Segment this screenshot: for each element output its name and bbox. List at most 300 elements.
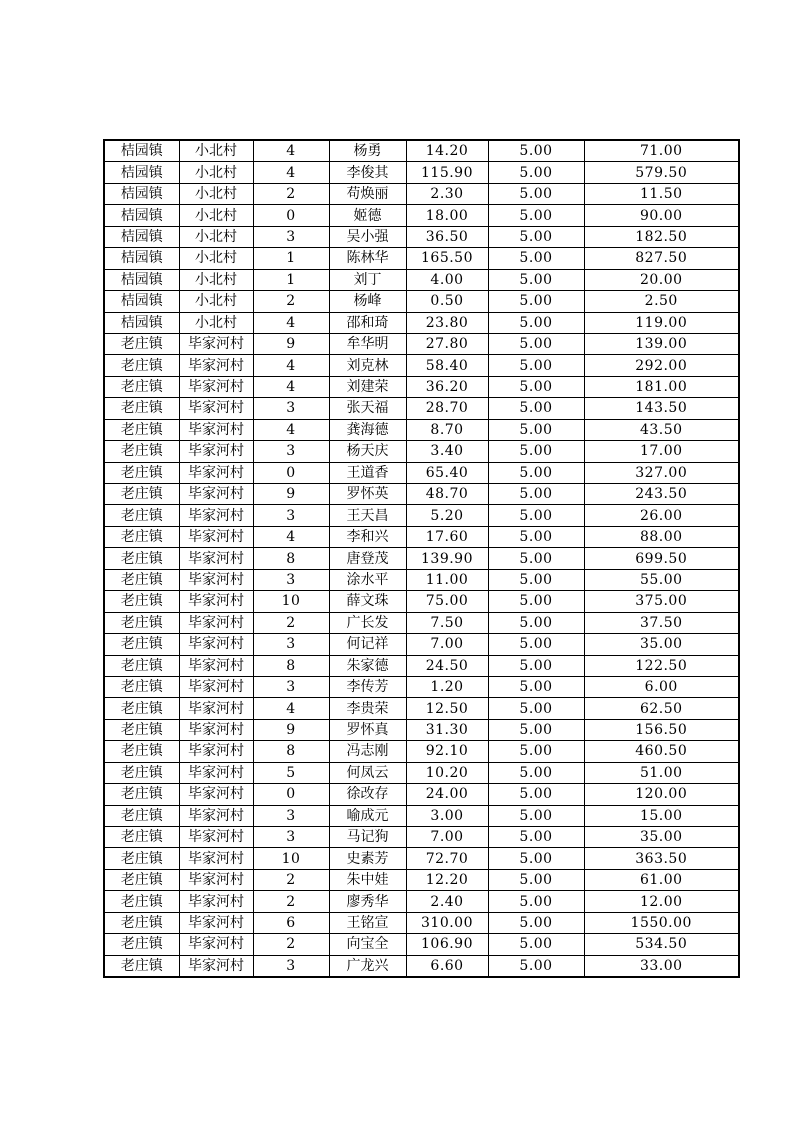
cell-name: 广龙兴 bbox=[329, 955, 406, 977]
table-row bbox=[104, 484, 739, 505]
table-row bbox=[104, 183, 739, 204]
cell-unit-price: 5.00 bbox=[488, 162, 584, 183]
cell-unit-price: 5.00 bbox=[488, 805, 584, 826]
cell-quantity: 24.50 bbox=[406, 655, 488, 676]
cell-amount: 1550.00 bbox=[584, 912, 739, 933]
cell-name: 杨天庆 bbox=[329, 441, 406, 462]
table-row bbox=[104, 162, 739, 183]
cell-unit-price: 5.00 bbox=[488, 634, 584, 655]
cell-unit-price: 5.00 bbox=[488, 398, 584, 419]
cell-town: 老庄镇 bbox=[104, 784, 179, 805]
cell-name: 王天昌 bbox=[329, 505, 406, 526]
cell-amount: 15.00 bbox=[584, 805, 739, 826]
cell-town: 桔园镇 bbox=[104, 205, 179, 226]
cell-quantity: 11.00 bbox=[406, 569, 488, 590]
cell-amount: 33.00 bbox=[584, 955, 739, 977]
cell-unit-price: 5.00 bbox=[488, 183, 584, 204]
table-row bbox=[104, 398, 739, 419]
table-row bbox=[104, 634, 739, 655]
table-row bbox=[104, 140, 739, 162]
cell-name: 刘丁 bbox=[329, 269, 406, 290]
cell-village: 毕家河村 bbox=[179, 655, 253, 676]
cell-town: 老庄镇 bbox=[104, 912, 179, 933]
cell-quantity: 31.30 bbox=[406, 719, 488, 740]
cell-village: 小北村 bbox=[179, 183, 253, 204]
cell-count: 0 bbox=[253, 462, 329, 483]
table-row bbox=[104, 612, 739, 633]
table-row bbox=[104, 548, 739, 569]
cell-name: 李贵荣 bbox=[329, 698, 406, 719]
cell-town: 桔园镇 bbox=[104, 140, 179, 162]
cell-quantity: 3.40 bbox=[406, 441, 488, 462]
cell-quantity: 24.00 bbox=[406, 784, 488, 805]
cell-amount: 139.00 bbox=[584, 333, 739, 354]
cell-name: 杨勇 bbox=[329, 140, 406, 162]
cell-village: 毕家河村 bbox=[179, 869, 253, 890]
payment-table-container bbox=[103, 139, 738, 978]
table-row bbox=[104, 698, 739, 719]
table-row bbox=[104, 869, 739, 890]
cell-count: 6 bbox=[253, 912, 329, 933]
cell-village: 小北村 bbox=[179, 248, 253, 269]
cell-count: 2 bbox=[253, 869, 329, 890]
cell-quantity: 58.40 bbox=[406, 355, 488, 376]
cell-town: 桔园镇 bbox=[104, 162, 179, 183]
cell-count: 2 bbox=[253, 934, 329, 955]
cell-quantity: 27.80 bbox=[406, 333, 488, 354]
cell-name: 喻成元 bbox=[329, 805, 406, 826]
cell-amount: 61.00 bbox=[584, 869, 739, 890]
cell-amount: 699.50 bbox=[584, 548, 739, 569]
cell-quantity: 14.20 bbox=[406, 140, 488, 162]
table-row bbox=[104, 355, 739, 376]
cell-unit-price: 5.00 bbox=[488, 140, 584, 162]
cell-town: 老庄镇 bbox=[104, 376, 179, 397]
cell-village: 毕家河村 bbox=[179, 526, 253, 547]
cell-name: 史素芳 bbox=[329, 848, 406, 869]
cell-village: 毕家河村 bbox=[179, 333, 253, 354]
table-row bbox=[104, 719, 739, 740]
cell-name: 刘克林 bbox=[329, 355, 406, 376]
cell-count: 3 bbox=[253, 955, 329, 977]
cell-town: 老庄镇 bbox=[104, 505, 179, 526]
cell-count: 0 bbox=[253, 784, 329, 805]
cell-count: 4 bbox=[253, 376, 329, 397]
cell-unit-price: 5.00 bbox=[488, 912, 584, 933]
cell-village: 毕家河村 bbox=[179, 891, 253, 912]
cell-unit-price: 5.00 bbox=[488, 312, 584, 333]
cell-quantity: 2.30 bbox=[406, 183, 488, 204]
cell-amount: 35.00 bbox=[584, 827, 739, 848]
cell-name: 苟焕丽 bbox=[329, 183, 406, 204]
cell-amount: 182.50 bbox=[584, 226, 739, 247]
cell-unit-price: 5.00 bbox=[488, 891, 584, 912]
table-row bbox=[104, 827, 739, 848]
cell-town: 老庄镇 bbox=[104, 848, 179, 869]
cell-amount: 11.50 bbox=[584, 183, 739, 204]
cell-count: 1 bbox=[253, 248, 329, 269]
cell-unit-price: 5.00 bbox=[488, 591, 584, 612]
cell-town: 老庄镇 bbox=[104, 548, 179, 569]
cell-amount: 156.50 bbox=[584, 719, 739, 740]
table-row bbox=[104, 912, 739, 933]
cell-quantity: 65.40 bbox=[406, 462, 488, 483]
table-row bbox=[104, 805, 739, 826]
cell-amount: 460.50 bbox=[584, 741, 739, 762]
cell-village: 毕家河村 bbox=[179, 419, 253, 440]
table-row bbox=[104, 655, 739, 676]
cell-village: 毕家河村 bbox=[179, 805, 253, 826]
cell-name: 徐改存 bbox=[329, 784, 406, 805]
cell-quantity: 92.10 bbox=[406, 741, 488, 762]
cell-unit-price: 5.00 bbox=[488, 569, 584, 590]
cell-quantity: 75.00 bbox=[406, 591, 488, 612]
cell-town: 老庄镇 bbox=[104, 655, 179, 676]
table-row bbox=[104, 955, 739, 977]
cell-count: 4 bbox=[253, 140, 329, 162]
cell-count: 3 bbox=[253, 441, 329, 462]
cell-town: 老庄镇 bbox=[104, 827, 179, 848]
cell-town: 老庄镇 bbox=[104, 805, 179, 826]
cell-unit-price: 5.00 bbox=[488, 655, 584, 676]
cell-village: 小北村 bbox=[179, 205, 253, 226]
table-row bbox=[104, 248, 739, 269]
cell-village: 小北村 bbox=[179, 312, 253, 333]
cell-count: 2 bbox=[253, 612, 329, 633]
cell-unit-price: 5.00 bbox=[488, 526, 584, 547]
cell-village: 毕家河村 bbox=[179, 848, 253, 869]
cell-amount: 71.00 bbox=[584, 140, 739, 162]
cell-unit-price: 5.00 bbox=[488, 205, 584, 226]
table-row bbox=[104, 312, 739, 333]
cell-count: 4 bbox=[253, 526, 329, 547]
cell-unit-price: 5.00 bbox=[488, 441, 584, 462]
cell-name: 朱中娃 bbox=[329, 869, 406, 890]
table-row bbox=[104, 848, 739, 869]
cell-unit-price: 5.00 bbox=[488, 484, 584, 505]
cell-unit-price: 5.00 bbox=[488, 269, 584, 290]
cell-name: 张天福 bbox=[329, 398, 406, 419]
cell-amount: 43.50 bbox=[584, 419, 739, 440]
cell-village: 毕家河村 bbox=[179, 398, 253, 419]
cell-count: 0 bbox=[253, 205, 329, 226]
cell-town: 老庄镇 bbox=[104, 591, 179, 612]
cell-amount: 20.00 bbox=[584, 269, 739, 290]
cell-count: 5 bbox=[253, 762, 329, 783]
table-row bbox=[104, 419, 739, 440]
cell-village: 小北村 bbox=[179, 140, 253, 162]
cell-town: 老庄镇 bbox=[104, 462, 179, 483]
cell-town: 老庄镇 bbox=[104, 526, 179, 547]
table-row bbox=[104, 676, 739, 697]
cell-name: 朱家德 bbox=[329, 655, 406, 676]
cell-quantity: 6.60 bbox=[406, 955, 488, 977]
cell-name: 廖秀华 bbox=[329, 891, 406, 912]
table-row bbox=[104, 784, 739, 805]
cell-name: 姬德 bbox=[329, 205, 406, 226]
cell-village: 毕家河村 bbox=[179, 676, 253, 697]
cell-town: 桔园镇 bbox=[104, 248, 179, 269]
cell-unit-price: 5.00 bbox=[488, 612, 584, 633]
cell-name: 邵和琦 bbox=[329, 312, 406, 333]
cell-unit-price: 5.00 bbox=[488, 848, 584, 869]
cell-town: 老庄镇 bbox=[104, 762, 179, 783]
cell-village: 毕家河村 bbox=[179, 827, 253, 848]
cell-quantity: 1.20 bbox=[406, 676, 488, 697]
cell-amount: 181.00 bbox=[584, 376, 739, 397]
cell-count: 4 bbox=[253, 162, 329, 183]
cell-quantity: 7.00 bbox=[406, 634, 488, 655]
cell-name: 王道香 bbox=[329, 462, 406, 483]
cell-town: 老庄镇 bbox=[104, 741, 179, 762]
cell-quantity: 10.20 bbox=[406, 762, 488, 783]
cell-amount: 62.50 bbox=[584, 698, 739, 719]
cell-quantity: 17.60 bbox=[406, 526, 488, 547]
cell-name: 杨峰 bbox=[329, 291, 406, 312]
cell-amount: 327.00 bbox=[584, 462, 739, 483]
cell-town: 桔园镇 bbox=[104, 226, 179, 247]
cell-town: 桔园镇 bbox=[104, 269, 179, 290]
cell-village: 毕家河村 bbox=[179, 569, 253, 590]
cell-quantity: 139.90 bbox=[406, 548, 488, 569]
cell-village: 小北村 bbox=[179, 291, 253, 312]
cell-village: 毕家河村 bbox=[179, 634, 253, 655]
cell-village: 毕家河村 bbox=[179, 548, 253, 569]
cell-amount: 827.50 bbox=[584, 248, 739, 269]
cell-unit-price: 5.00 bbox=[488, 462, 584, 483]
cell-amount: 12.00 bbox=[584, 891, 739, 912]
cell-name: 何凤云 bbox=[329, 762, 406, 783]
cell-village: 小北村 bbox=[179, 226, 253, 247]
cell-town: 老庄镇 bbox=[104, 719, 179, 740]
cell-quantity: 106.90 bbox=[406, 934, 488, 955]
cell-count: 1 bbox=[253, 269, 329, 290]
cell-name: 何记祥 bbox=[329, 634, 406, 655]
cell-amount: 90.00 bbox=[584, 205, 739, 226]
cell-quantity: 48.70 bbox=[406, 484, 488, 505]
cell-town: 老庄镇 bbox=[104, 934, 179, 955]
payment-table bbox=[103, 139, 740, 978]
cell-unit-price: 5.00 bbox=[488, 698, 584, 719]
cell-count: 9 bbox=[253, 719, 329, 740]
cell-unit-price: 5.00 bbox=[488, 955, 584, 977]
cell-count: 8 bbox=[253, 741, 329, 762]
cell-count: 3 bbox=[253, 226, 329, 247]
cell-unit-price: 5.00 bbox=[488, 291, 584, 312]
cell-quantity: 5.20 bbox=[406, 505, 488, 526]
cell-count: 3 bbox=[253, 505, 329, 526]
table-row bbox=[104, 591, 739, 612]
cell-amount: 37.50 bbox=[584, 612, 739, 633]
cell-village: 小北村 bbox=[179, 162, 253, 183]
cell-name: 唐登茂 bbox=[329, 548, 406, 569]
cell-amount: 35.00 bbox=[584, 634, 739, 655]
cell-amount: 292.00 bbox=[584, 355, 739, 376]
cell-town: 老庄镇 bbox=[104, 891, 179, 912]
cell-unit-price: 5.00 bbox=[488, 869, 584, 890]
table-body bbox=[104, 140, 739, 977]
table-row bbox=[104, 333, 739, 354]
cell-unit-price: 5.00 bbox=[488, 784, 584, 805]
cell-village: 毕家河村 bbox=[179, 376, 253, 397]
table-row bbox=[104, 569, 739, 590]
cell-unit-price: 5.00 bbox=[488, 226, 584, 247]
cell-quantity: 23.80 bbox=[406, 312, 488, 333]
cell-village: 毕家河村 bbox=[179, 934, 253, 955]
cell-quantity: 36.50 bbox=[406, 226, 488, 247]
table-row bbox=[104, 269, 739, 290]
cell-village: 毕家河村 bbox=[179, 505, 253, 526]
cell-town: 老庄镇 bbox=[104, 869, 179, 890]
cell-unit-price: 5.00 bbox=[488, 548, 584, 569]
cell-name: 冯志刚 bbox=[329, 741, 406, 762]
table-row bbox=[104, 934, 739, 955]
cell-quantity: 7.00 bbox=[406, 827, 488, 848]
table-row bbox=[104, 505, 739, 526]
cell-town: 老庄镇 bbox=[104, 441, 179, 462]
cell-town: 老庄镇 bbox=[104, 398, 179, 419]
cell-amount: 119.00 bbox=[584, 312, 739, 333]
cell-village: 毕家河村 bbox=[179, 441, 253, 462]
cell-town: 老庄镇 bbox=[104, 955, 179, 977]
cell-quantity: 165.50 bbox=[406, 248, 488, 269]
cell-amount: 363.50 bbox=[584, 848, 739, 869]
cell-quantity: 28.70 bbox=[406, 398, 488, 419]
cell-name: 李俊其 bbox=[329, 162, 406, 183]
cell-town: 老庄镇 bbox=[104, 634, 179, 655]
cell-unit-price: 5.00 bbox=[488, 419, 584, 440]
cell-count: 3 bbox=[253, 676, 329, 697]
cell-name: 罗怀真 bbox=[329, 719, 406, 740]
cell-count: 3 bbox=[253, 569, 329, 590]
cell-unit-price: 5.00 bbox=[488, 741, 584, 762]
table-row bbox=[104, 376, 739, 397]
cell-count: 9 bbox=[253, 484, 329, 505]
cell-amount: 120.00 bbox=[584, 784, 739, 805]
cell-unit-price: 5.00 bbox=[488, 827, 584, 848]
cell-unit-price: 5.00 bbox=[488, 248, 584, 269]
cell-village: 毕家河村 bbox=[179, 741, 253, 762]
cell-unit-price: 5.00 bbox=[488, 376, 584, 397]
cell-town: 桔园镇 bbox=[104, 183, 179, 204]
cell-name: 向宝全 bbox=[329, 934, 406, 955]
cell-amount: 534.50 bbox=[584, 934, 739, 955]
cell-name: 马记狗 bbox=[329, 827, 406, 848]
cell-village: 毕家河村 bbox=[179, 784, 253, 805]
cell-village: 毕家河村 bbox=[179, 612, 253, 633]
cell-village: 毕家河村 bbox=[179, 698, 253, 719]
cell-quantity: 2.40 bbox=[406, 891, 488, 912]
cell-amount: 55.00 bbox=[584, 569, 739, 590]
cell-amount: 26.00 bbox=[584, 505, 739, 526]
cell-unit-price: 5.00 bbox=[488, 355, 584, 376]
table-row bbox=[104, 762, 739, 783]
cell-town: 老庄镇 bbox=[104, 419, 179, 440]
cell-name: 涂水平 bbox=[329, 569, 406, 590]
cell-town: 老庄镇 bbox=[104, 355, 179, 376]
cell-count: 4 bbox=[253, 698, 329, 719]
cell-count: 4 bbox=[253, 312, 329, 333]
table-row bbox=[104, 891, 739, 912]
cell-count: 3 bbox=[253, 827, 329, 848]
table-row bbox=[104, 462, 739, 483]
cell-town: 桔园镇 bbox=[104, 291, 179, 312]
cell-quantity: 18.00 bbox=[406, 205, 488, 226]
cell-village: 毕家河村 bbox=[179, 912, 253, 933]
cell-count: 8 bbox=[253, 655, 329, 676]
cell-village: 毕家河村 bbox=[179, 462, 253, 483]
cell-amount: 51.00 bbox=[584, 762, 739, 783]
cell-village: 毕家河村 bbox=[179, 955, 253, 977]
table-row bbox=[104, 526, 739, 547]
cell-name: 刘建荣 bbox=[329, 376, 406, 397]
cell-amount: 88.00 bbox=[584, 526, 739, 547]
cell-town: 老庄镇 bbox=[104, 484, 179, 505]
cell-count: 10 bbox=[253, 591, 329, 612]
cell-quantity: 12.20 bbox=[406, 869, 488, 890]
cell-unit-price: 5.00 bbox=[488, 762, 584, 783]
cell-count: 3 bbox=[253, 805, 329, 826]
table-row bbox=[104, 205, 739, 226]
cell-village: 毕家河村 bbox=[179, 484, 253, 505]
cell-quantity: 0.50 bbox=[406, 291, 488, 312]
cell-count: 2 bbox=[253, 891, 329, 912]
cell-town: 老庄镇 bbox=[104, 612, 179, 633]
table-row bbox=[104, 291, 739, 312]
cell-name: 李传芳 bbox=[329, 676, 406, 697]
cell-name: 罗怀英 bbox=[329, 484, 406, 505]
table-row bbox=[104, 441, 739, 462]
cell-village: 小北村 bbox=[179, 269, 253, 290]
cell-quantity: 3.00 bbox=[406, 805, 488, 826]
cell-unit-price: 5.00 bbox=[488, 505, 584, 526]
cell-name: 李和兴 bbox=[329, 526, 406, 547]
cell-unit-price: 5.00 bbox=[488, 333, 584, 354]
cell-unit-price: 5.00 bbox=[488, 719, 584, 740]
cell-quantity: 36.20 bbox=[406, 376, 488, 397]
cell-quantity: 115.90 bbox=[406, 162, 488, 183]
cell-name: 王铭宣 bbox=[329, 912, 406, 933]
cell-town: 桔园镇 bbox=[104, 312, 179, 333]
cell-quantity: 310.00 bbox=[406, 912, 488, 933]
cell-quantity: 12.50 bbox=[406, 698, 488, 719]
table-row bbox=[104, 226, 739, 247]
cell-amount: 122.50 bbox=[584, 655, 739, 676]
cell-count: 4 bbox=[253, 355, 329, 376]
cell-village: 毕家河村 bbox=[179, 591, 253, 612]
cell-village: 毕家河村 bbox=[179, 355, 253, 376]
cell-town: 老庄镇 bbox=[104, 676, 179, 697]
cell-amount: 6.00 bbox=[584, 676, 739, 697]
cell-unit-price: 5.00 bbox=[488, 676, 584, 697]
cell-name: 牟华明 bbox=[329, 333, 406, 354]
cell-name: 吴小强 bbox=[329, 226, 406, 247]
cell-count: 2 bbox=[253, 183, 329, 204]
cell-count: 10 bbox=[253, 848, 329, 869]
cell-count: 3 bbox=[253, 398, 329, 419]
cell-amount: 375.00 bbox=[584, 591, 739, 612]
cell-name: 陈林华 bbox=[329, 248, 406, 269]
cell-town: 老庄镇 bbox=[104, 698, 179, 719]
cell-amount: 2.50 bbox=[584, 291, 739, 312]
cell-town: 老庄镇 bbox=[104, 333, 179, 354]
cell-name: 龚海德 bbox=[329, 419, 406, 440]
cell-unit-price: 5.00 bbox=[488, 934, 584, 955]
cell-name: 广长发 bbox=[329, 612, 406, 633]
cell-village: 毕家河村 bbox=[179, 762, 253, 783]
cell-count: 3 bbox=[253, 634, 329, 655]
cell-quantity: 4.00 bbox=[406, 269, 488, 290]
